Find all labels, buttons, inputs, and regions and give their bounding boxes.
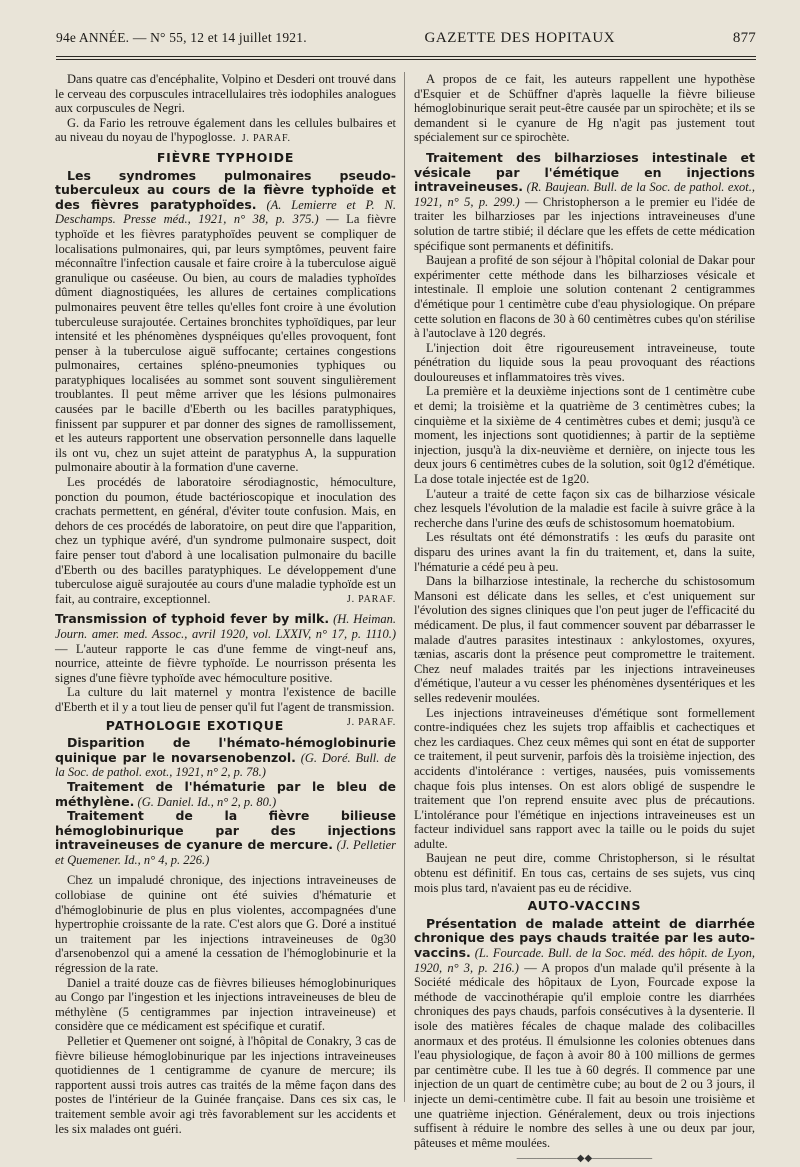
article-citation: (G. Doré. Bull. de la Soc. de pathol. exot., 1921, n° 2, p. 78.) [55, 750, 397, 780]
article: Les syndromes pulmonaires pseudo-tuberculeux au cours de la fièvre typhoïde et des fièvres paratyphoïdes. (A. Lemierre et P. N. Deschamps. Presse méd., 1921, n° 38, p. 375.) — La fièvre typhoïde et les fièvres paratyphoïdes peuvent se compliquer de localisations pulmonaires, qui, par leurs symptômes, peuvent faire méconnaître l'infection causale et faire croire à la tuberculose aiguë granulique ou caséeuse. Ou bien, au cours de maladies typhoïdes dûment diagnostiquées, les allures de certaines complications pulmonaires peuvent être telles qu'elles font croire à une évolution tuberculeuse surajoutée. Certaines bronchites typhoïdiques, par leur intensité et les phénomènes dyspnéiques qu'elles provoquent, font penser à la tuberculose aiguë suffocante; certaines congestions pulmonaires, certaines spléno-pneumonies typhiques ou paratyphiques localisées au sommet sont souvent singulièrement troublantes. Il peut même arriver que les lésions pulmonaires causées par le bacille d'Eberth ou les bacilles paratyphiques, finissent par suppurer et par donner des signes de ramollissement, et les auteurs rapportent une observation personnelle dans laquelle ils ont vu, chez un sujet atteint de paratyphus A, la suppuration pulmonaire aboutir à la formation d'une caverne. [55, 167, 397, 475]
article-citation: (R. Baujean. Bull. de la Soc. de pathol. exot., 1921, n° 5, p. 299.) [414, 180, 755, 209]
signature: J. PARAF. [241, 133, 291, 145]
article-title: Transmission of typhoid fever by milk. [55, 611, 330, 627]
signature: J. PARAF. [346, 716, 396, 728]
section-heading: PATHOLOGIE EXOTIQUE [105, 717, 285, 733]
section-heading: FIÈVRE TYPHOIDE [156, 149, 295, 165]
paragraph: L'injection doit être rigoureusement intraveineuse, toute pénétration du liquide sous la peau provoquant des réactions douloureuses et inflammatoires très vives. [414, 340, 755, 384]
right-column [414, 72, 755, 1167]
paragraph: L'auteur a traité de cette façon six cas de bilharziose vésicale chez lesquels l'évolution de la maladie est facile à suivre grâce à la recherche dans l'urine des œufs de schistosomum hoematobium. [414, 486, 755, 530]
page-number: 877 [732, 30, 756, 46]
paragraph: La première et la deuxième injections sont de 1 centimètre cube et demi; la troisième et la quatrième de 3 centimètres cubes; la cinquième et la sixième de 4 centimètres cubes et demi; jusqu'à ce moment, les injections sont quotidiennes; à partir de la septième injection, jusqu'à la dix-neuvième et dernière, on injecte tous les deux jours 6 centimètres cubes de la solution, soit 0g12 d'émétique. La dose totale injectée est de 1g20. [414, 384, 755, 487]
article-header [55, 809, 396, 867]
article-header [55, 780, 396, 809]
paragraph: Baujean a profité de son séjour à l'hôpital colonial de Dakar pour expérimenter cette méthode dans les bilharzioses vésicale et intestinale. Il emploie une solution contenant 2 centigrammes d'émétique pour 1 centimètre cube d'eau physiologique. On prépare cette solution en flacons de 30 à 60 centimètres cubes qu'on stérilise à l'autoclave à 120 degrés. [414, 253, 755, 341]
paragraph: Daniel a traité douze cas de fièvres bilieuses hémoglobinuriques au Congo par l'ingestion et les injections intraveineuses de bleu de méthylène (5 centigrammes par injection intraveineuse) et considère que ce médicament est spécifique et curatif. [55, 975, 396, 1034]
paragraph: Les résultats ont été démonstratifs : les œufs du parasite ont disparu des urines avant la fin du traitement, et, dans la suite, l'hématurie a cédé peu à peu. [414, 530, 755, 574]
paragraph: Chez un impaludé chronique, des injections intraveineuses de collobiase de quinine ont été suivies d'hématurie et d'hémoglobinurie de plus en plus violentes, accompagnées d'une hypertrophie croissante de la rate. C'est alors que G. Doré a institué un traitement par les injections intraveineuses de 0g30 d'arsenobenzol qui a amené la cessation de l'hémoglobinurie et la régression de la rate. [55, 873, 396, 976]
left-column [55, 72, 396, 1136]
article: Transmission of typhoid fever by milk. (H. Heiman. Journ. amer. med. Assoc., avril 1920, vol. LXXIV, n° 17, p. 1110.) — L'auteur rapporte le cas d'une femme de vingt-neuf ans, nourrice, atteinte de fièvre typhoïde. Le nourrisson présenta les signes d'une fièvre typhoïde avec hémoculture positive. [55, 611, 397, 685]
article-title: Traitement des bilharzioses intestinale et vésicale par l'émétique en injections intraveineuses. [414, 149, 755, 195]
column-divider [404, 72, 405, 1102]
article-title: Présentation de malade atteint de diarrhée chronique des pays chauds traitée par les auto-vaccins. [414, 915, 755, 961]
article-title: Les syndromes pulmonaires pseudo-tuberculeux au cours de la fièvre typhoïde et des fièvres paratyphoïdes. [55, 167, 396, 212]
end-ornament: ——————◆◆—————— [516, 1153, 653, 1165]
paragraph: Les injections intraveineuses d'émétique sont formellement contre-indiquées chez les sujets trop affaiblis et cachectiques et chez les cardiaques. Chez ceux mêmes qui sont en état de supporter ce traitement, il peut survenir, parfois dès la troisième injection, des accidents d'intolérance : vertiges, nausées, puis vomissements chaque fois plus intenses. On est alors obligé de suspendre le traitement que l'on reprend ensuite avec plus de précautions. L'intolérance pour l'émétique en injections intraveineuses est un facteur individuel sans rapport avec la taille ou le poids du sujet adulte. [414, 705, 755, 851]
article-title: Traitement de l'hématurie par le bleu de méthylène. [55, 778, 396, 809]
section-heading: AUTO-VACCINS [527, 898, 642, 914]
article-citation: (J. Pelletier et Quemener. Id., n° 4, p. 226.) [55, 838, 396, 867]
article-citation: (H. Heiman. Journ. amer. med. Assoc., avril 1920, vol. LXXIV, n° 17, p. 1110.) [55, 612, 397, 641]
issue-line: 94e ANNÉE. — N° 55, 12 et 14 juillet 1921. [56, 30, 307, 45]
paragraph: Dans la bilharziose intestinale, la recherche du schistosomum Mansoni est délicate dans les selles, et c'est uniquement sur l'évolution des signes cliniques que l'on peut juger de l'efficacité du médicament. De plus, il faut commencer souvent par débarrasser le malade d'autres parasites intestinaux : ankylostomes, oxyures, tænias, ascaris dont la présence peut compromettre le traitement. Chez neuf malades traités par les injections intraveineuses d'émétique, l'auteur a vu cesser les phénomènes dysentériques et les selles redevenir moulées. [414, 574, 755, 705]
journal-title: GAZETTE DES HOPITAUX [424, 30, 616, 46]
signature: J. PARAF. [346, 593, 396, 605]
header-rule-double [56, 59, 756, 60]
paragraph: Les procédés de laboratoire sérodiagnostic, hémoculture, ponction du poumon, étude bactérioscopique et inoculation des crachats permettent, en général, d'éviter toute confusion. Mais, en dehors de ces procédés de laboratoire, on peut dire que l'apparition, chez un typhique avéré, d'un syndrome pulmonaire suspect, doit faire penser tout d'abord à une localisation pulmonaire du bacille d'Eberth ou des bacilles paratyphiques. Le développement d'une tuberculose aiguë surajoutée au cours d'une maladie typhoïde est un fait, au contraire, exceptionnel. J. PARAF. [55, 475, 396, 606]
paragraph: A propos de ce fait, les auteurs rappellent une hypothèse d'Esquier et de Schüffner d'après laquelle la fièvre bilieuse hémoglobinurique serait peut-être causée par un spirochète; et ils se demandent si le cyanure de Hg n'agit pas justement tout spécialement sur ce spirochète. [414, 72, 755, 145]
paragraph: La culture du lait maternel y montra l'existence de bacille d'Eberth et il y a tout lieu de penser qu'il fut l'agent de transmission. J. PARAF. [55, 685, 396, 714]
article: Présentation de malade atteint de diarrhée chronique des pays chauds traitée par les auto-vaccins. (L. Fourcade. Bull. de la Soc. méd. des hôpit. de Lyon, 1920, n° 3, p. 216.) — A propos d'un malade qu'il présente à la Société médicale des hôpitaux de Lyon, Fourcade expose la méthode de vaccinothérapie qu'il emploie contre les diarrhées chroniques des pays chauds, parfois consécutives à la dysenterie. Il isole des matières fécales de chaque malade des colibacilles anormaux et des protéus. Il émulsionne les colonies obtenues dans l'eau physiologique, de façon à avoir 80 à 100 millions de germes par centimètre cube. Il les tue à 60 degrés. Il commence par une injection de un quart de centimètre cube; au bout de 2 ou 3 jours, il injecte un demi-centimètre cube. Il fait au besoin une troisième et une quatrième injection. Généralement, deux ou trois injections suffisent à réduire le nombre des selles à une ou deux par jour, pâteuses et même moulées. [414, 915, 755, 1150]
header-rule [56, 56, 756, 57]
page-header [56, 30, 756, 52]
article-title: Disparition de l'hémato-hémoglobinurie quinique par le novarsenobenzol. [55, 735, 396, 765]
article: Traitement des bilharzioses intestinale et vésicale par l'émétique en injections intraveineuses. (R. Baujean. Bull. de la Soc. de pathol. exot., 1921, n° 5, p. 299.) — Christopherson a le premier eu l'idée de traiter les bilharzioses par les injections intraveineuses d'une solution de tartre stibié; il déclare que les effets de cette médication spécifique sont permanents et définitifs. [414, 149, 756, 253]
article-citation: (G. Daniel. Id., n° 2, p. 80.) [137, 794, 277, 809]
article-citation: (L. Fourcade. Bull. de la Soc. méd. des hôpit. de Lyon, 1920, n° 3, p. 216.) [414, 946, 755, 975]
article-citation: (A. Lemierre et P. N. Deschamps. Presse méd., 1921, n° 38, p. 375.) [55, 197, 396, 227]
paragraph: Dans quatre cas d'encéphalite, Volpino et Desderi ont trouvé dans le cerveau des corpuscules intracellulaires très iodophiles analogues aux corpuscules de Negri. [55, 72, 396, 116]
article-header [55, 736, 396, 780]
paragraph: Baujean ne peut dire, comme Christopherson, si le résultat obtenu est définitif. En tous cas, certains de ses sujets, vus cinq mois plus tard, n'avaient pas eu de récidive. [414, 851, 755, 895]
article-title: Traitement de la fièvre bilieuse hémoglobinurique par des injections intraveineuses de cyanure de mercure. [55, 808, 396, 853]
paragraph: Pelletier et Quemener ont soigné, à l'hôpital de Conakry, 3 cas de fièvre bilieuse hémoglobinurique par les injections intraveineuses quotidiennes de 1 centigramme de cyanure de mercure; ils rapportent aussi trois autres cas traités de la même façon dans des postes de l'intérieur de la Guinée française. Dans ces six cas, le traitement semble avoir agi très favorablement sur les accidents et les six malades ont guéri. [55, 1034, 396, 1136]
paragraph: G. da Fario les retrouve également dans les cellules bulbaires et au niveau du noyau de l'hypoglosse. J. PARAF. [55, 115, 396, 145]
